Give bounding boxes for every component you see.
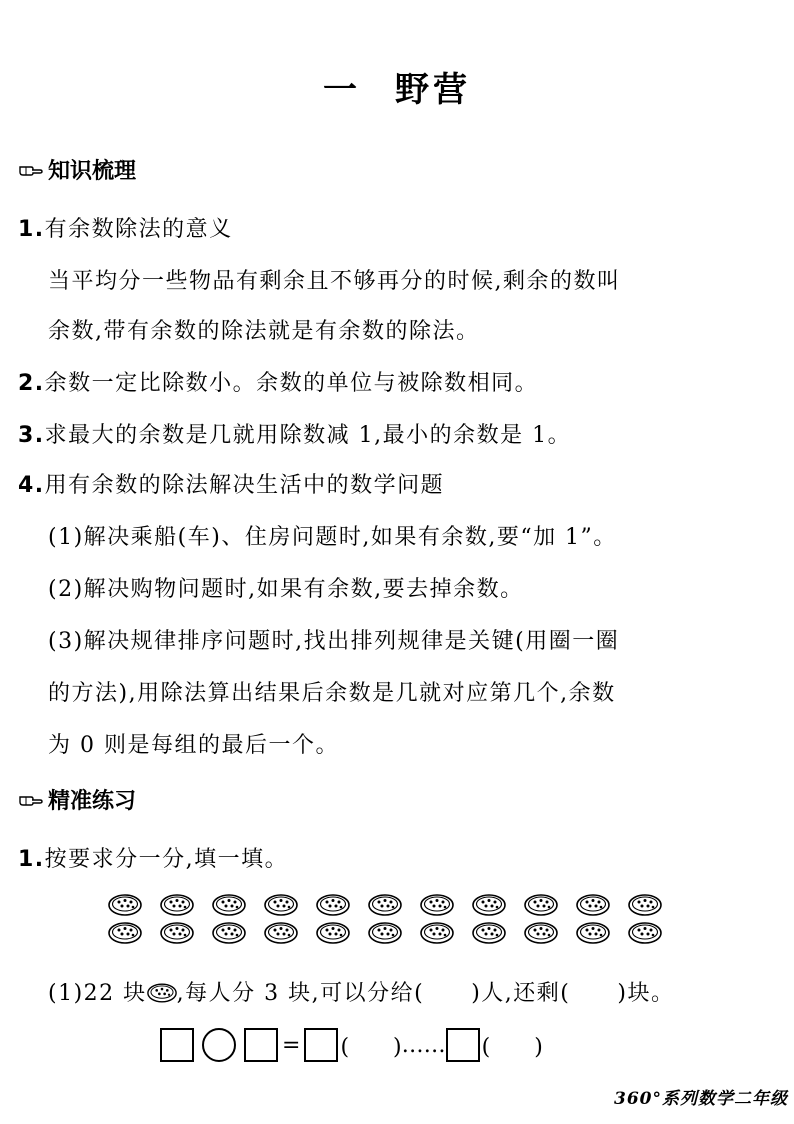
question-suffix: ,每人分 3 块,可以分给( )人,还剩( )块。 — [176, 981, 675, 1006]
item-text: 的方法),用除法算出结果后余数是几就对应第几个,余数 — [48, 681, 616, 706]
question-1 — [18, 842, 288, 873]
item-number: 4. — [18, 473, 45, 498]
remainder-dots: …… — [401, 1032, 446, 1058]
cookie-icon — [160, 922, 194, 944]
item-number: 2. — [18, 371, 45, 396]
cookie-icon — [264, 894, 298, 916]
question-text: 按要求分一分,填一填。 — [44, 847, 289, 872]
cookie-icon — [316, 894, 350, 916]
knowledge-line — [48, 624, 619, 655]
cookie-row — [108, 894, 662, 916]
knowledge-line — [48, 520, 617, 551]
section-title: 精准练习 — [48, 788, 137, 814]
knowledge-line — [48, 264, 621, 295]
item-text: (1)解决乘船(车)、住房问题时,如果有余数,要“加 1”。 — [48, 525, 617, 550]
knowledge-line — [18, 418, 571, 449]
knowledge-line — [48, 572, 524, 603]
cookie-icon — [316, 922, 350, 944]
item-text: 有余数除法的意义 — [44, 217, 233, 242]
question-prefix: (1)22 块 — [48, 981, 147, 1006]
cookie-icon — [524, 922, 558, 944]
knowledge-line — [18, 468, 444, 499]
item-text: 求最大的余数是几就用除数减 1,最小的余数是 1。 — [44, 423, 572, 448]
question-number: 1. — [18, 847, 45, 872]
item-text: (3)解决规律排序问题时,找出排列规律是关键(用圈一圈 — [48, 629, 620, 654]
section-title: 知识梳理 — [48, 158, 137, 184]
footer-series-label: 360°系列数学二年级 — [614, 1089, 788, 1109]
cookie-icon — [472, 922, 506, 944]
item-text: 当平均分一些物品有剩余且不够再分的时候,剩余的数叫 — [48, 269, 621, 294]
remainder-unit-blank[interactable]: ( ) — [481, 1034, 543, 1060]
cookie-icon — [160, 894, 194, 916]
quotient-unit-blank[interactable]: ( ) — [340, 1034, 402, 1060]
cookie-icon — [147, 983, 177, 1003]
chapter-number: 一 — [323, 70, 361, 110]
section-heading-knowledge — [18, 154, 136, 185]
chapter-title: 野营 — [395, 70, 471, 110]
equals-sign: = — [282, 1032, 301, 1058]
page-title — [0, 62, 794, 111]
divisor-box[interactable] — [244, 1028, 278, 1062]
cookie-icon — [212, 922, 246, 944]
cookie-icon — [108, 894, 142, 916]
quotient-box[interactable] — [304, 1028, 338, 1062]
question-1-1 — [48, 976, 674, 1007]
cookie-icon — [576, 922, 610, 944]
knowledge-line — [18, 212, 233, 243]
pointing-hand-icon — [18, 793, 44, 807]
cookie-icon — [368, 894, 402, 916]
cookie-icon — [576, 894, 610, 916]
item-text: (2)解决购物问题时,如果有余数,要去掉余数。 — [48, 577, 524, 602]
item-text: 为 0 则是每组的最后一个。 — [48, 733, 339, 758]
item-number: 1. — [18, 217, 45, 242]
pointing-hand-icon — [18, 163, 44, 177]
cookie-row — [108, 922, 662, 944]
cookie-icon — [212, 894, 246, 916]
knowledge-line — [18, 366, 538, 397]
equation-row — [160, 1028, 543, 1062]
knowledge-line — [48, 676, 616, 707]
cookie-icon — [420, 894, 454, 916]
item-text: 用有余数的除法解决生活中的数学问题 — [44, 473, 445, 498]
cookie-icon — [420, 922, 454, 944]
cookie-icon — [628, 894, 662, 916]
cookie-icon — [368, 922, 402, 944]
dividend-box[interactable] — [160, 1028, 194, 1062]
cookie-icon — [472, 894, 506, 916]
cookie-icon — [108, 922, 142, 944]
cookie-icon — [264, 922, 298, 944]
item-text: 余数,带有余数的除法就是有余数的除法。 — [48, 319, 480, 344]
operator-circle[interactable] — [202, 1028, 236, 1062]
remainder-box[interactable] — [446, 1028, 480, 1062]
knowledge-line — [48, 728, 339, 759]
knowledge-line — [48, 314, 480, 345]
cookie-icon — [524, 894, 558, 916]
section-heading-practice — [18, 784, 136, 815]
cookie-icon — [628, 922, 662, 944]
item-text: 余数一定比除数小。余数的单位与被除数相同。 — [44, 371, 539, 396]
item-number: 3. — [18, 423, 45, 448]
